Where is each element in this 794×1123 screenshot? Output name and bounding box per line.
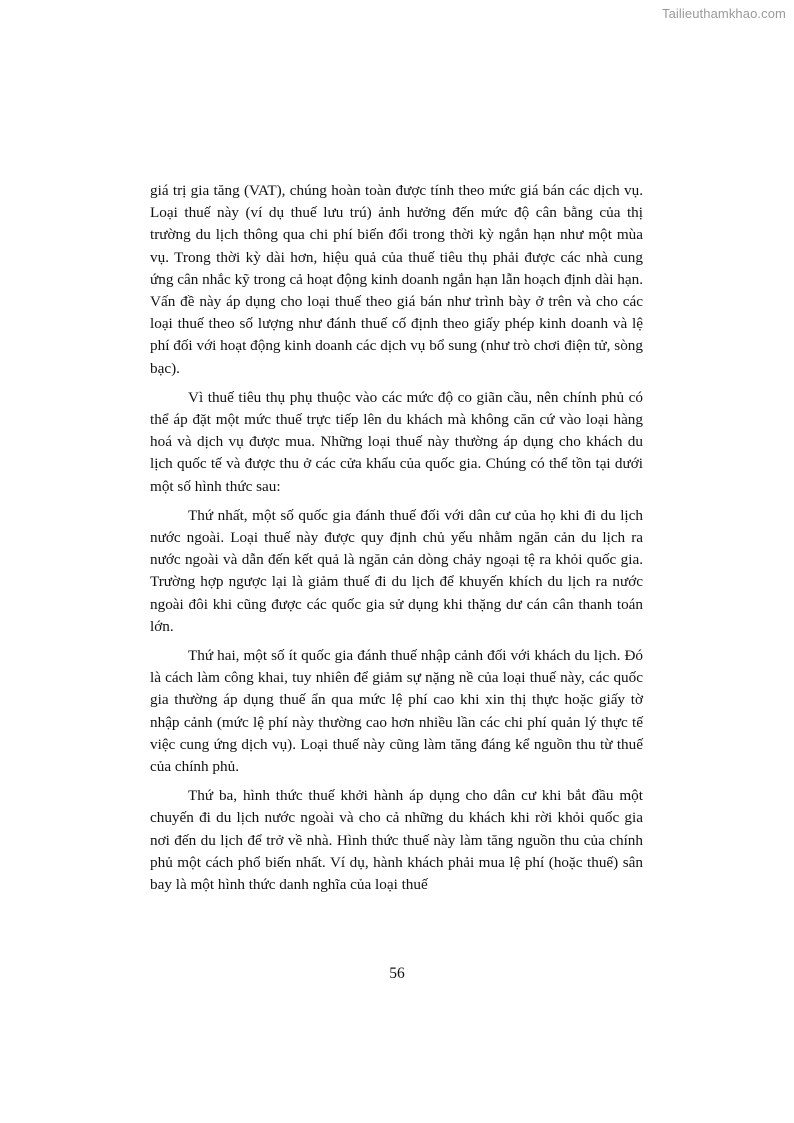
- page-body: [150, 180, 643, 896]
- watermark-text: Tailieuthamkhao.com: [661, 6, 786, 21]
- paragraph-third-form: Thứ ba, hình thức thuế khởi hành áp dụng cho dân cư khi bắt đầu một chuyến đi du lịch nước ngoài và cho cả những du khách khi rời khỏi quốc gia nơi đến du lịch để trở về nhà. Hình thức thuế này làm tăng nguồn thu của chính phủ một cách phổ biến nhất. Ví dụ, hành khách phải mua lệ phí (hoặc thuế) sân bay là một hình thức danh nghĩa của loại thuế: [150, 787, 643, 894]
- paragraph-second-form: Thứ hai, một số ít quốc gia đánh thuế nhập cảnh đối với khách du lịch. Đó là cách làm công khai, tuy nhiên để giảm sự nặng nề của loại thuế này, các quốc gia thường áp dụng thuế ẩn qua mức lệ phí cao khi xin thị thực hoặc giấy tờ nhập cảnh (mức lệ phí này thường cao hơn nhiều lần các chi phí quản lý thực tế việc cung ứng dịch vụ). Loại thuế này cũng làm tăng đáng kể nguồn thu từ thuế của chính phủ.: [150, 647, 643, 776]
- page-number: 56: [389, 965, 405, 982]
- paragraph-consumption-tax: Vì thuế tiêu thụ phụ thuộc vào các mức độ co giãn cầu, nên chính phủ có thể áp đặt một mức thuế trực tiếp lên du khách mà không căn cứ vào loại hàng hoá và dịch vụ được mua. Những loại thuế này thường áp dụng cho khách du lịch quốc tế và được thu ở các cửa khẩu của quốc gia. Chúng có thể tồn tại dưới một số hình thức sau:: [150, 388, 643, 495]
- paragraph-first-form: Thứ nhất, một số quốc gia đánh thuế đối với dân cư của họ khi đi du lịch nước ngoài. Loại thuế này được quy định chủ yếu nhằm ngăn cản du lịch ra nước ngoài và dẫn đến kết quả là ngăn cản dòng chảy ngoại tệ ra khỏi quốc gia. Trường hợp ngược lại là giảm thuế đi du lịch để khuyến khích du lịch ra nước ngoài đôi khi cũng được các quốc gia sử dụng khi thặng dư cán cân thanh toán lớn.: [150, 506, 643, 635]
- paragraph-vat-continuation: giá trị gia tăng (VAT), chúng hoàn toàn được tính theo mức giá bán các dịch vụ. Loại thuế này (ví dụ thuế lưu trú) ảnh hưởng đến mức độ cân bằng của thị trường du lịch thông qua chi phí biến đổi trong thời kỳ ngắn hạn như một mùa vụ. Trong thời kỳ dài hơn, hiệu quả của thuế tiêu thụ phải được các nhà cung ứng cân nhắc kỹ trong cả hoạt động kinh doanh ngắn hạn lẫn hoạch định dài hạn. Vấn đề này áp dụng cho loại thuế theo giá bán như trình bày ở trên và cho các loại thuế theo số lượng như đánh thuế cố định theo giấy phép kinh doanh và lệ phí đối với hoạt động kinh doanh các dịch vụ bổ sung (như trò chơi điện tử, sòng bạc).: [150, 182, 643, 377]
